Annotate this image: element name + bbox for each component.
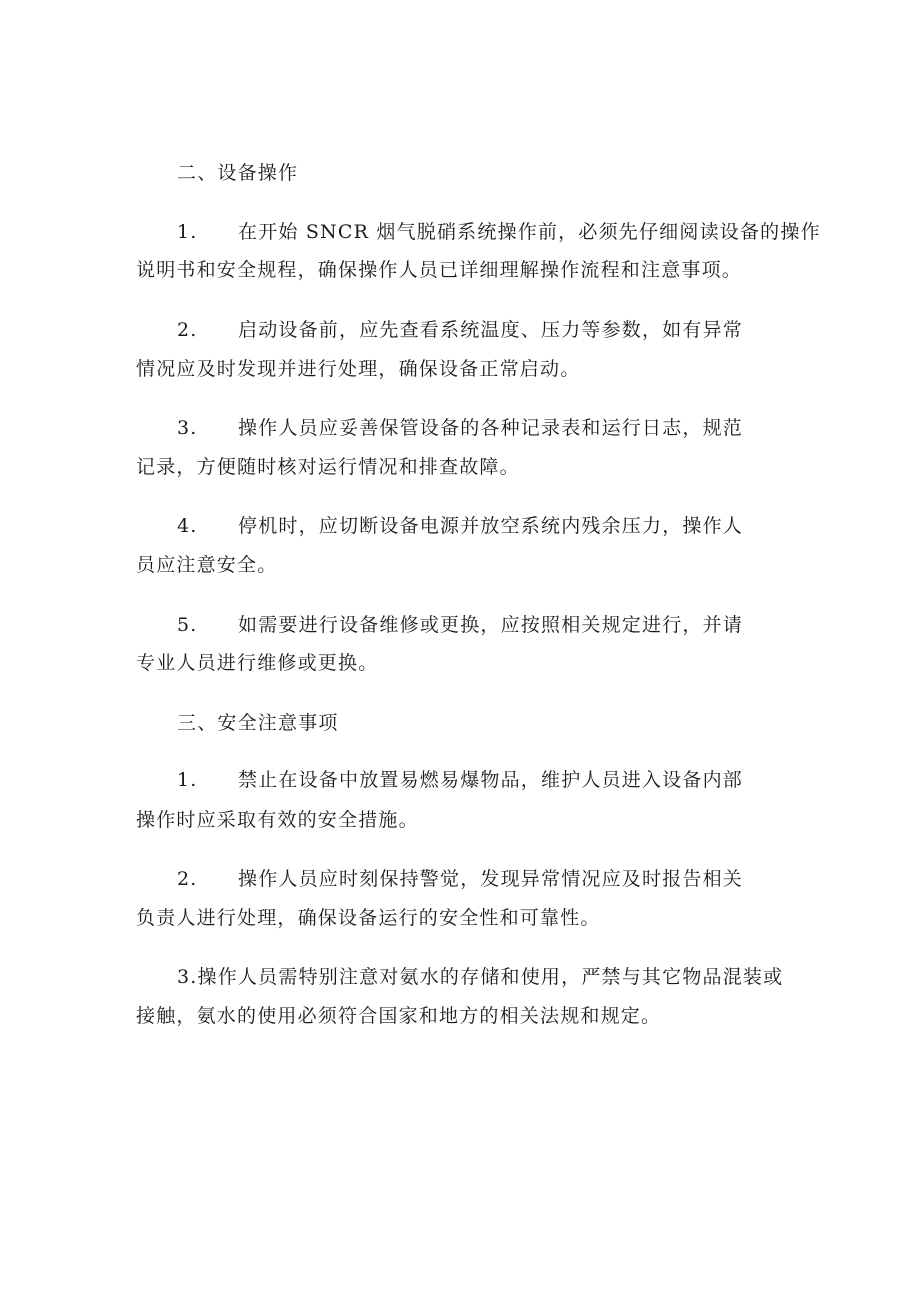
item-number: 1. [177,769,198,791]
item-text-line: 启动设备前，应先查看系统温度、压力等参数，如有异常 [238,319,744,341]
item-text-continuation: 专业人员进行维修或更换。 [136,652,379,674]
item-text-line: 3.操作人员需特别注意对氨水的存储和使用，严禁与其它物品混装或 [177,966,784,988]
item-text-continuation: 负责人进行处理，确保设备运行的安全性和可靠性。 [136,907,601,929]
item-text-continuation: 情况应及时发现并进行处理，确保设备正常启动。 [136,358,581,380]
item-number: 1. [177,221,198,243]
item-text-continuation: 操作时应采取有效的安全措施。 [136,809,419,831]
item-number: 2. [177,319,198,341]
item-text-continuation: 说明书和安全规程，确保操作人员已详细理解操作流程和注意事项。 [136,259,743,281]
item-text-continuation: 员应注意安全。 [136,554,278,576]
item-number: 5. [177,614,198,636]
item-text-line: 在开始 SNCR 烟气脱硝系统操作前，必须先仔细阅读设备的操作 [238,221,821,243]
section-heading-3: 三、安全注意事项 [177,712,339,734]
item-text-line: 停机时，应切断设备电源并放空系统内残余压力，操作人 [238,515,744,537]
item-text-continuation: 记录，方便随时核对运行情况和排查故障。 [136,456,520,478]
item-text-line: 操作人员应时刻保持警觉，发现异常情况应及时报告相关 [238,868,744,890]
item-text-line: 禁止在设备中放置易燃易爆物品，维护人员进入设备内部 [238,769,744,791]
item-number: 3. [177,417,198,439]
item-text-continuation: 接触，氨水的使用必须符合国家和地方的相关法规和规定。 [136,1005,662,1027]
item-number: 4. [177,515,198,537]
section-heading-2: 二、设备操作 [177,162,299,184]
item-text-line: 操作人员应妥善保管设备的各种记录表和运行日志，规范 [238,417,744,439]
item-number: 2. [177,868,198,890]
item-text-line: 如需要进行设备维修或更换，应按照相关规定进行，并请 [238,614,744,636]
